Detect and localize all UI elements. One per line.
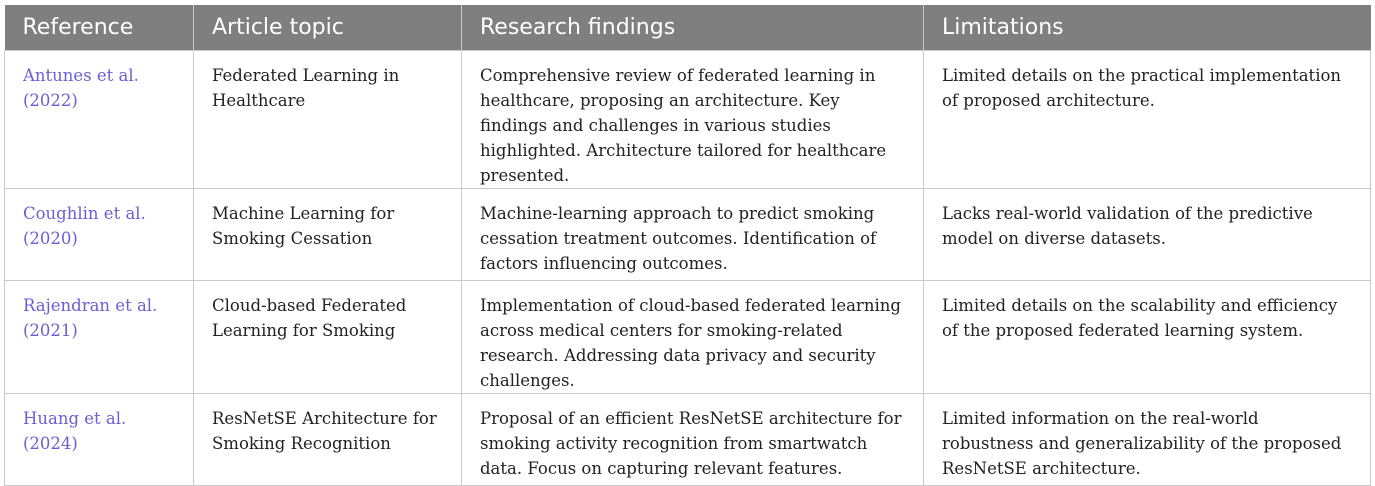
table-row [5,51,1371,189]
findings-cell: Implementation of cloud-based federated learning across medical centers for smoking-related research. Addressing data privacy and security challenges. [462,281,924,394]
findings-cell: Machine-learning approach to predict smoking cessation treatment outcomes. Identification of factors influencing outcomes. [462,189,924,281]
header-limitations: Limitations [924,5,1371,51]
header-topic: Article topic [194,5,462,51]
reference-link[interactable]: Huang et al. (2024) [5,394,194,486]
limitations-cell: Lacks real-world validation of the predictive model on diverse datasets. [924,189,1371,281]
header-row [5,5,1371,51]
findings-cell: Proposal of an efficient ResNetSE architecture for smoking activity recognition from smartwatch data. Focus on capturing relevant features. [462,394,924,486]
limitations-cell: Limited details on the scalability and efficiency of the proposed federated learning system. [924,281,1371,394]
literature-table [4,5,1371,486]
limitations-cell: Limited information on the real-world robustness and generalizability of the proposed ResNetSE architecture. [924,394,1371,486]
reference-link[interactable]: Antunes et al. (2022) [5,51,194,189]
limitations-cell: Limited details on the practical implementation of proposed architecture. [924,51,1371,189]
table-header [5,5,1371,51]
header-findings: Research findings [462,5,924,51]
table-row [5,281,1371,394]
table-body [5,51,1371,486]
table-row [5,394,1371,486]
reference-link[interactable]: Rajendran et al. (2021) [5,281,194,394]
table-row [5,189,1371,281]
topic-cell: Machine Learning for Smoking Cessation [194,189,462,281]
topic-cell: Federated Learning in Healthcare [194,51,462,189]
header-reference: Reference [5,5,194,51]
topic-cell: ResNetSE Architecture for Smoking Recognition [194,394,462,486]
findings-cell: Comprehensive review of federated learning in healthcare, proposing an architecture. Key findings and challenges in various studies highlighted. Architecture tailored for healthcare presented. [462,51,924,189]
topic-cell: Cloud-based Federated Learning for Smoking [194,281,462,394]
reference-link[interactable]: Coughlin et al. (2020) [5,189,194,281]
